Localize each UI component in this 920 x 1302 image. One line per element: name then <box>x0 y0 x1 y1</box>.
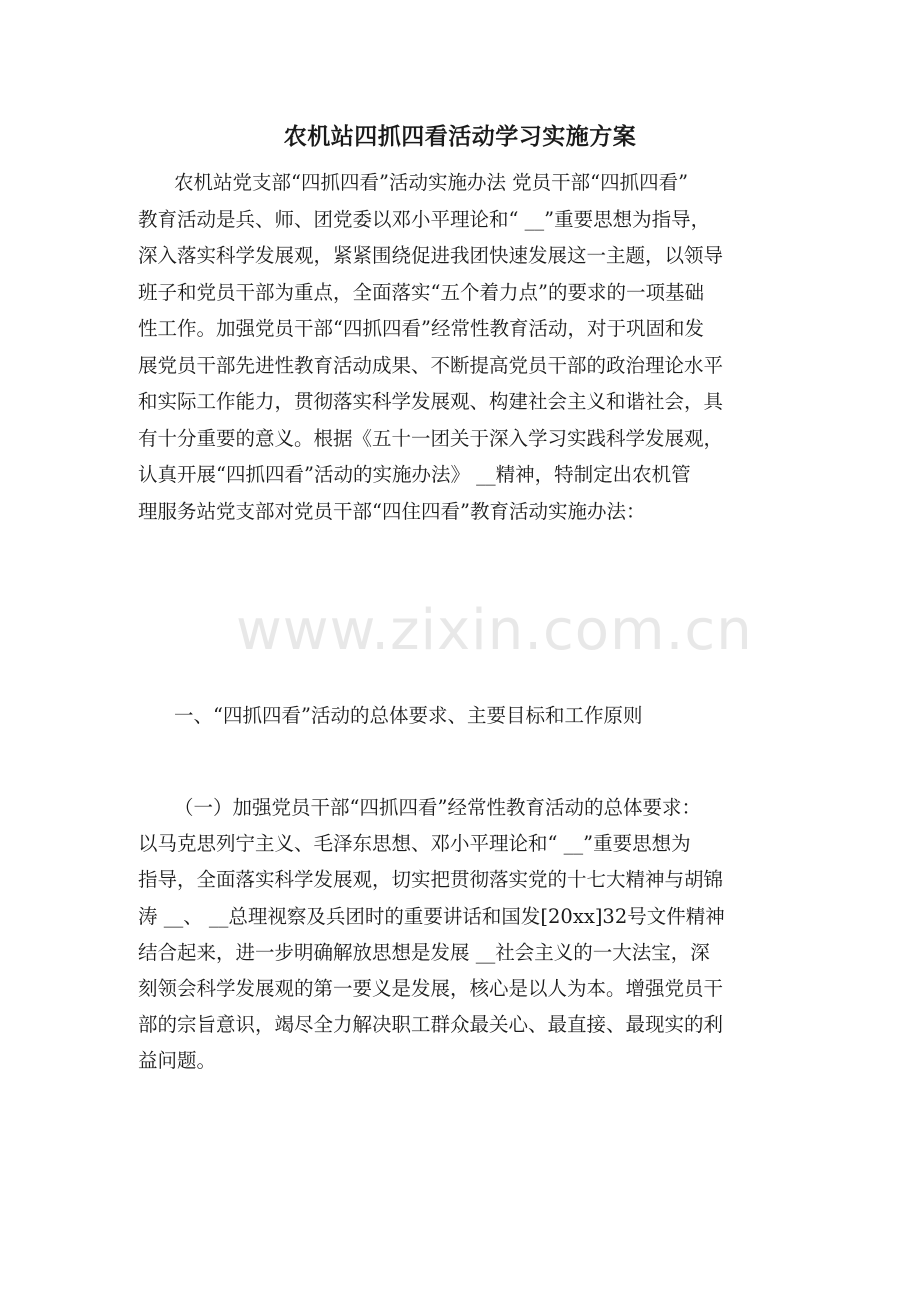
intro-line: 理服务站党支部对党员干部“四住四看”教育活动实施办法： <box>138 499 646 523</box>
section-1-1-paragraph <box>138 790 788 1080</box>
section-line: 涛 __、 __总理视察及兵团时的重要讲话和国发[20xx]32号文件精神 <box>138 904 725 928</box>
intro-line: 和实际工作能力，贯彻落实科学发展观、构建社会主义和谐社会，具 <box>138 390 724 413</box>
intro-line: 展党员干部先进性教育活动成果、不断提高党员干部的政治理论水平 <box>138 353 724 377</box>
section-line: 部的宗旨意识，竭尽全力解决职工群众最关心、最直接、最现实的利 <box>138 1013 724 1037</box>
section-line: 益问题。 <box>138 1049 217 1073</box>
intro-line: 教育活动是兵、师、团党委以邓小平理论和“ __”重要思想为指导， <box>138 207 711 231</box>
section-line: 刻领会科学发展观的第一要义是发展，核心是以人为本。增强党员干 <box>138 976 724 1000</box>
intro-line: 性工作。加强党员干部“四抓四看”经常性教育活动，对于巩固和发 <box>138 317 704 340</box>
intro-line: 有十分重要的意义。根据《五十一团关于深入学习实践科学发展观， <box>138 426 724 450</box>
intro-line: 农机站党支部“四抓四看”活动实施办法 党员干部“四抓四看” <box>174 171 689 194</box>
section-line: 指导，全面落实科学发展观，切实把贯彻落实党的十七大精神与胡锦 <box>138 868 724 892</box>
section-line: 结合起来，进一步明确解放思想是发展 __社会主义的一大法宝，深 <box>138 940 710 964</box>
intro-paragraph <box>138 165 788 530</box>
intro-line: 认真开展“四抓四看”活动的实施办法》 __精神，特制定出农机管 <box>138 463 691 486</box>
intro-line: 班子和党员干部为重点，全面落实“五个着力点”的要求的一项基础 <box>138 280 704 304</box>
section-line: 以马克思列宁主义、毛泽东思想、邓小平理论和“ __”重要思想为 <box>138 832 691 856</box>
intro-line: 深入落实科学发展观，紧紧围绕促进我团快速发展这一主题，以领导 <box>138 244 724 267</box>
document-title: 农机站四抓四看活动学习实施方案 <box>283 123 637 150</box>
section-heading: 一、“四抓四看”活动的总体要求、主要目标和工作原则 <box>174 704 643 727</box>
section-line: （一）加强党员干部“四抓四看”经常性教育活动的总体要求： <box>174 796 701 819</box>
watermark: www.zixin.com.cn <box>236 598 753 663</box>
